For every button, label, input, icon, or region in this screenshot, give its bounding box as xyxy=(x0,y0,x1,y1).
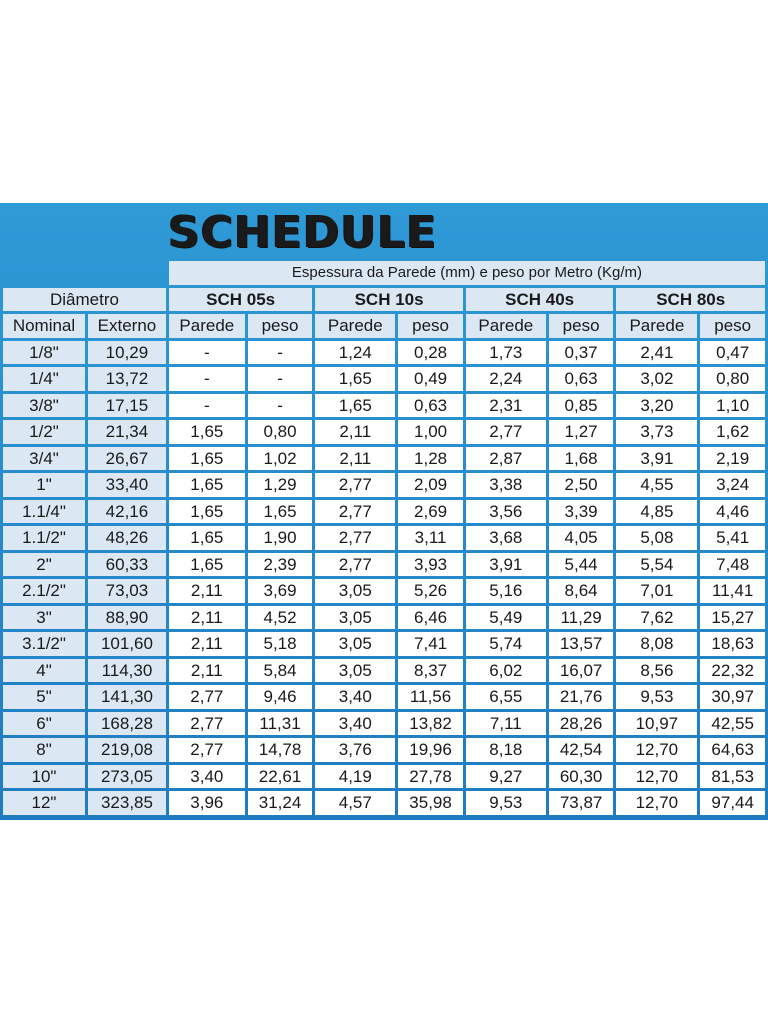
header-sch-80s: SCH 80s xyxy=(616,288,765,312)
externo-cell: 168,28 xyxy=(88,712,166,736)
table-row xyxy=(3,712,765,736)
peso-cell: 1,62 xyxy=(700,420,765,444)
peso-cell: 42,54 xyxy=(549,738,614,762)
page-title: SCHEDULE xyxy=(168,207,438,258)
parede-cell: 12,70 xyxy=(616,738,697,762)
peso-cell: 1,02 xyxy=(248,447,313,471)
parede-cell: 3,38 xyxy=(466,473,546,497)
externo-cell: 73,03 xyxy=(88,579,166,603)
peso-cell: 64,63 xyxy=(700,738,765,762)
table-row xyxy=(3,341,765,365)
peso-cell: 3,39 xyxy=(549,500,614,524)
externo-cell: 141,30 xyxy=(88,685,166,709)
nominal-cell: 3" xyxy=(3,606,85,630)
externo-cell: 42,16 xyxy=(88,500,166,524)
parede-cell: 3,40 xyxy=(169,765,245,789)
parede-cell: 4,19 xyxy=(315,765,395,789)
peso-cell: 4,05 xyxy=(549,526,614,550)
parede-cell: 3,40 xyxy=(315,685,395,709)
peso-cell: 13,82 xyxy=(398,712,463,736)
parede-cell: 4,57 xyxy=(315,791,395,815)
nominal-cell: 4" xyxy=(3,659,85,683)
peso-cell: 7,41 xyxy=(398,632,463,656)
parede-cell: 3,05 xyxy=(315,632,395,656)
table-row xyxy=(3,447,765,471)
parede-cell: 1,65 xyxy=(169,447,245,471)
peso-cell: 14,78 xyxy=(248,738,313,762)
parede-cell: 3,05 xyxy=(315,659,395,683)
parede-cell: 3,40 xyxy=(315,712,395,736)
table-row xyxy=(3,791,765,815)
externo-cell: 114,30 xyxy=(88,659,166,683)
table-row xyxy=(3,420,765,444)
peso-cell: 21,76 xyxy=(549,685,614,709)
nominal-cell: 1.1/4" xyxy=(3,500,85,524)
peso-cell: 27,78 xyxy=(398,765,463,789)
peso-cell: 1,00 xyxy=(398,420,463,444)
parede-cell: 8,56 xyxy=(616,659,697,683)
parede-cell: 1,65 xyxy=(169,526,245,550)
externo-cell: 21,34 xyxy=(88,420,166,444)
peso-cell: 1,90 xyxy=(248,526,313,550)
parede-cell: 2,77 xyxy=(169,738,245,762)
header-parede: Parede xyxy=(169,314,245,338)
peso-cell: 22,61 xyxy=(248,765,313,789)
header-peso: peso xyxy=(700,314,765,338)
table-row xyxy=(3,738,765,762)
nominal-cell: 3.1/2" xyxy=(3,632,85,656)
peso-cell: 1,10 xyxy=(700,394,765,418)
parede-cell: 2,11 xyxy=(169,579,245,603)
parede-cell: 2,77 xyxy=(315,473,395,497)
parede-cell: 7,11 xyxy=(466,712,546,736)
parede-cell: 10,97 xyxy=(616,712,697,736)
parede-cell: 2,77 xyxy=(315,500,395,524)
parede-cell: 1,65 xyxy=(169,553,245,577)
peso-cell: 7,48 xyxy=(700,553,765,577)
parede-cell: 2,77 xyxy=(315,553,395,577)
externo-cell: 10,29 xyxy=(88,341,166,365)
peso-cell: 18,63 xyxy=(700,632,765,656)
peso-cell: 35,98 xyxy=(398,791,463,815)
parede-cell: 3,91 xyxy=(616,447,697,471)
parede-cell: 1,24 xyxy=(315,341,395,365)
parede-cell: 3,91 xyxy=(466,553,546,577)
peso-cell: 1,68 xyxy=(549,447,614,471)
nominal-cell: 2.1/2" xyxy=(3,579,85,603)
table-row xyxy=(3,526,765,550)
parede-cell: 4,55 xyxy=(616,473,697,497)
peso-cell: 1,28 xyxy=(398,447,463,471)
nominal-cell: 10" xyxy=(3,765,85,789)
table-row xyxy=(3,632,765,656)
peso-cell: 0,49 xyxy=(398,367,463,391)
peso-cell: 11,31 xyxy=(248,712,313,736)
peso-cell: 11,41 xyxy=(700,579,765,603)
externo-cell: 273,05 xyxy=(88,765,166,789)
peso-cell: 3,24 xyxy=(700,473,765,497)
parede-cell: 3,02 xyxy=(616,367,697,391)
parede-cell: 3,76 xyxy=(315,738,395,762)
nominal-cell: 5" xyxy=(3,685,85,709)
parede-cell: 12,70 xyxy=(616,791,697,815)
peso-cell: 81,53 xyxy=(700,765,765,789)
peso-cell: - xyxy=(248,394,313,418)
table-row xyxy=(3,394,765,418)
peso-cell: - xyxy=(248,367,313,391)
header-nominal: Nominal xyxy=(3,314,85,338)
header-blank xyxy=(3,261,166,285)
externo-cell: 88,90 xyxy=(88,606,166,630)
externo-cell: 323,85 xyxy=(88,791,166,815)
parede-cell: 5,49 xyxy=(466,606,546,630)
peso-cell: 5,84 xyxy=(248,659,313,683)
header-sch-10s: SCH 10s xyxy=(315,288,463,312)
peso-cell: 5,26 xyxy=(398,579,463,603)
header-diametro: Diâmetro xyxy=(3,288,166,312)
peso-cell: 0,28 xyxy=(398,341,463,365)
table-row xyxy=(3,685,765,709)
peso-cell: 3,93 xyxy=(398,553,463,577)
header-externo: Externo xyxy=(88,314,166,338)
nominal-cell: 12" xyxy=(3,791,85,815)
parede-cell: 3,05 xyxy=(315,606,395,630)
table-row xyxy=(3,765,765,789)
nominal-cell: 8" xyxy=(3,738,85,762)
peso-cell: 97,44 xyxy=(700,791,765,815)
header-peso: peso xyxy=(248,314,313,338)
table-row xyxy=(3,579,765,603)
peso-cell: 0,47 xyxy=(700,341,765,365)
peso-cell: 0,80 xyxy=(700,367,765,391)
peso-cell: 2,09 xyxy=(398,473,463,497)
nominal-cell: 2" xyxy=(3,553,85,577)
externo-cell: 101,60 xyxy=(88,632,166,656)
peso-cell: 16,07 xyxy=(549,659,614,683)
parede-cell: 5,16 xyxy=(466,579,546,603)
peso-cell: 30,97 xyxy=(700,685,765,709)
externo-cell: 26,67 xyxy=(88,447,166,471)
externo-cell: 60,33 xyxy=(88,553,166,577)
header-parede: Parede xyxy=(466,314,546,338)
parede-cell: 1,65 xyxy=(169,500,245,524)
parede-cell: 5,08 xyxy=(616,526,697,550)
peso-cell: 42,55 xyxy=(700,712,765,736)
parede-cell: 2,77 xyxy=(466,420,546,444)
table-body xyxy=(3,341,765,815)
parede-cell: 7,62 xyxy=(616,606,697,630)
parede-cell: 3,96 xyxy=(169,791,245,815)
peso-cell: 73,87 xyxy=(549,791,614,815)
nominal-cell: 3/4" xyxy=(3,447,85,471)
peso-cell: 22,32 xyxy=(700,659,765,683)
peso-cell: 11,29 xyxy=(549,606,614,630)
parede-cell: 9,53 xyxy=(616,685,697,709)
parede-cell: 2,77 xyxy=(315,526,395,550)
parede-cell: 2,11 xyxy=(169,632,245,656)
table-row xyxy=(3,473,765,497)
parede-cell: 3,20 xyxy=(616,394,697,418)
parede-cell: 1,73 xyxy=(466,341,546,365)
table-row xyxy=(3,553,765,577)
peso-cell: 3,69 xyxy=(248,579,313,603)
peso-cell: 1,29 xyxy=(248,473,313,497)
peso-cell: 60,30 xyxy=(549,765,614,789)
peso-cell: 5,18 xyxy=(248,632,313,656)
table-row xyxy=(3,659,765,683)
peso-cell: 11,56 xyxy=(398,685,463,709)
peso-cell: 2,50 xyxy=(549,473,614,497)
parede-cell: 1,65 xyxy=(169,420,245,444)
peso-cell: 2,19 xyxy=(700,447,765,471)
peso-cell: 4,46 xyxy=(700,500,765,524)
parede-cell: 9,27 xyxy=(466,765,546,789)
parede-cell: 3,05 xyxy=(315,579,395,603)
nominal-cell: 1/2" xyxy=(3,420,85,444)
header-sch-40s: SCH 40s xyxy=(466,288,614,312)
parede-cell: 2,87 xyxy=(466,447,546,471)
parede-cell: 2,41 xyxy=(616,341,697,365)
peso-cell: 4,52 xyxy=(248,606,313,630)
parede-cell: 4,85 xyxy=(616,500,697,524)
parede-cell: 1,65 xyxy=(169,473,245,497)
header-peso: peso xyxy=(549,314,614,338)
parede-cell: 5,54 xyxy=(616,553,697,577)
header-peso: peso xyxy=(398,314,463,338)
table-row xyxy=(3,500,765,524)
peso-cell: 8,64 xyxy=(549,579,614,603)
externo-cell: 17,15 xyxy=(88,394,166,418)
peso-cell: 0,80 xyxy=(248,420,313,444)
table-row xyxy=(3,606,765,630)
peso-cell: 1,65 xyxy=(248,500,313,524)
peso-cell: 15,27 xyxy=(700,606,765,630)
peso-cell: 3,11 xyxy=(398,526,463,550)
peso-cell: 0,85 xyxy=(549,394,614,418)
schedule-table xyxy=(0,258,768,818)
parede-cell: 6,55 xyxy=(466,685,546,709)
peso-cell: 0,63 xyxy=(398,394,463,418)
header-parede: Parede xyxy=(315,314,395,338)
parede-cell: 1,65 xyxy=(315,394,395,418)
nominal-cell: 1/4" xyxy=(3,367,85,391)
parede-cell: 3,68 xyxy=(466,526,546,550)
externo-cell: 219,08 xyxy=(88,738,166,762)
parede-cell: 2,77 xyxy=(169,685,245,709)
parede-cell: 7,01 xyxy=(616,579,697,603)
peso-cell: 2,69 xyxy=(398,500,463,524)
nominal-cell: 1" xyxy=(3,473,85,497)
peso-cell: 5,41 xyxy=(700,526,765,550)
parede-cell: 6,02 xyxy=(466,659,546,683)
peso-cell: 8,37 xyxy=(398,659,463,683)
parede-cell: 3,73 xyxy=(616,420,697,444)
parede-cell: 9,53 xyxy=(466,791,546,815)
externo-cell: 13,72 xyxy=(88,367,166,391)
peso-cell: 28,26 xyxy=(549,712,614,736)
parede-cell: 1,65 xyxy=(315,367,395,391)
parede-cell: 8,08 xyxy=(616,632,697,656)
nominal-cell: 1/8" xyxy=(3,341,85,365)
externo-cell: 33,40 xyxy=(88,473,166,497)
peso-cell: 1,27 xyxy=(549,420,614,444)
peso-cell: 5,44 xyxy=(549,553,614,577)
peso-cell: 0,63 xyxy=(549,367,614,391)
parede-cell: 5,74 xyxy=(466,632,546,656)
parede-cell: - xyxy=(169,367,245,391)
peso-cell: 31,24 xyxy=(248,791,313,815)
nominal-cell: 3/8" xyxy=(3,394,85,418)
parede-cell: 12,70 xyxy=(616,765,697,789)
peso-cell: 19,96 xyxy=(398,738,463,762)
header-span-title: Espessura da Parede (mm) e peso por Metro (Kg/m) xyxy=(169,261,765,285)
peso-cell: 13,57 xyxy=(549,632,614,656)
parede-cell: 2,11 xyxy=(169,606,245,630)
parede-cell: - xyxy=(169,394,245,418)
parede-cell: 2,11 xyxy=(169,659,245,683)
nominal-cell: 6" xyxy=(3,712,85,736)
parede-cell: 2,11 xyxy=(315,447,395,471)
nominal-cell: 1.1/2" xyxy=(3,526,85,550)
peso-cell: 6,46 xyxy=(398,606,463,630)
header-parede: Parede xyxy=(616,314,697,338)
peso-cell: 0,37 xyxy=(549,341,614,365)
parede-cell: 2,24 xyxy=(466,367,546,391)
peso-cell: 2,39 xyxy=(248,553,313,577)
parede-cell: - xyxy=(169,341,245,365)
peso-cell: 9,46 xyxy=(248,685,313,709)
parede-cell: 2,11 xyxy=(315,420,395,444)
peso-cell: - xyxy=(248,341,313,365)
header-sch-05s: SCH 05s xyxy=(169,288,312,312)
parede-cell: 2,31 xyxy=(466,394,546,418)
externo-cell: 48,26 xyxy=(88,526,166,550)
parede-cell: 2,77 xyxy=(169,712,245,736)
parede-cell: 8,18 xyxy=(466,738,546,762)
table-row xyxy=(3,367,765,391)
parede-cell: 3,56 xyxy=(466,500,546,524)
